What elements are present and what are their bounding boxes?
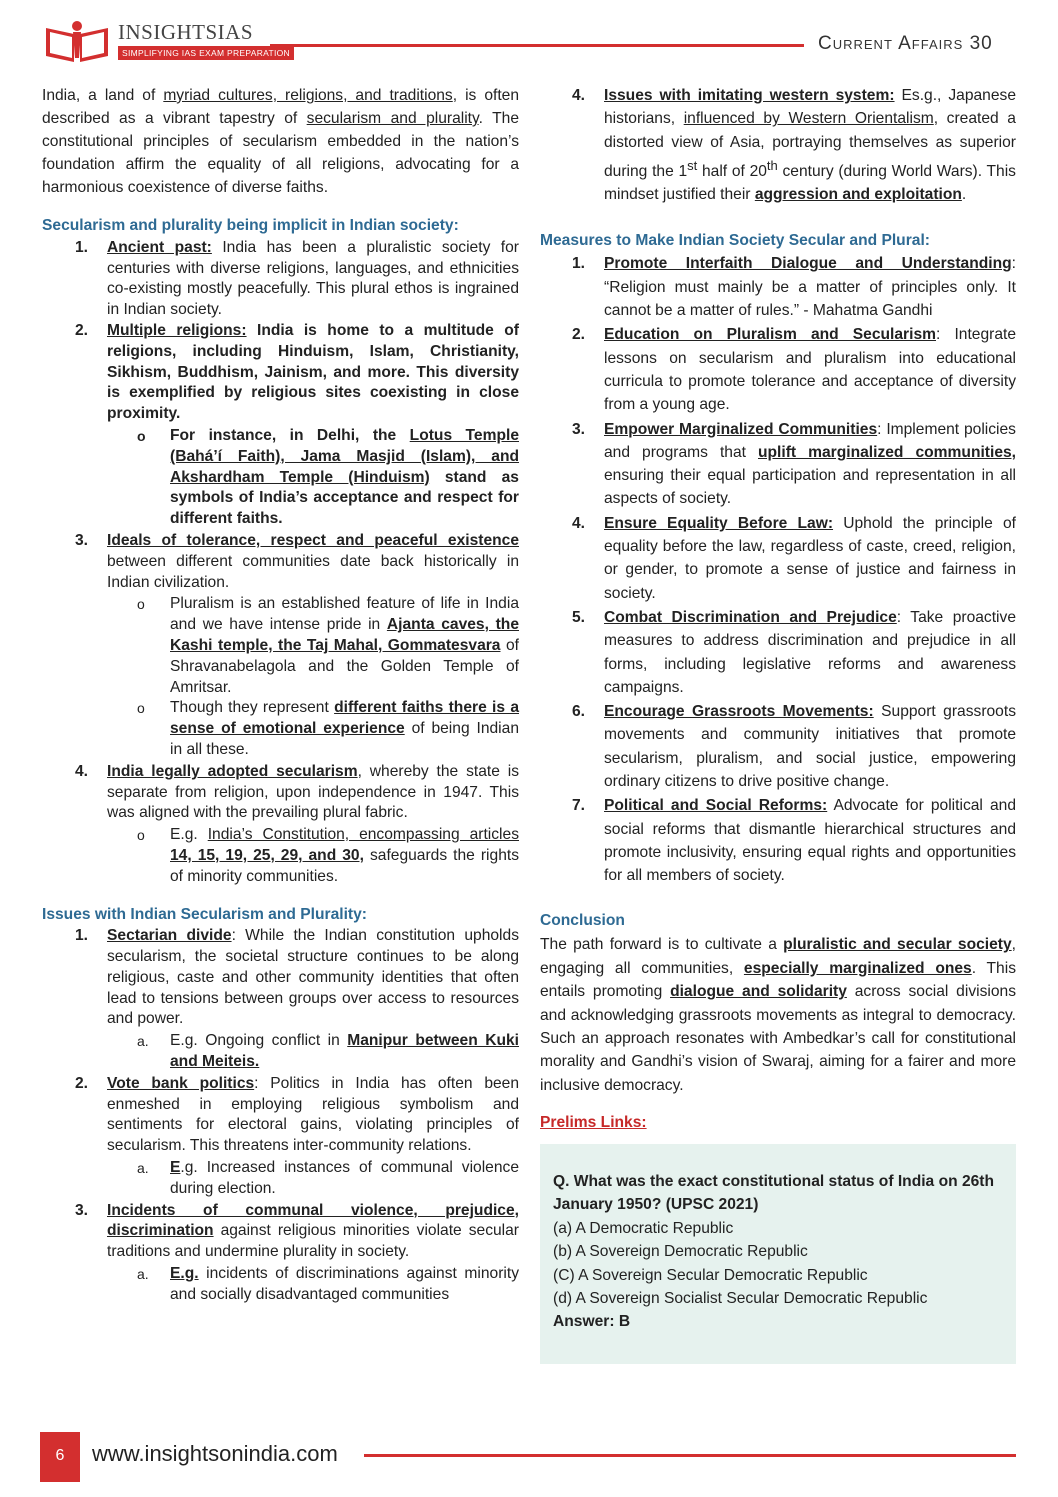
page-number: 6	[40, 1432, 80, 1482]
conclusion-paragraph: The path forward is to cultivate a pluralistic and secular society, engaging all communities, especially marginalized ones. This entails promoting dialogue and solidarity across social divisions and acknowledging grassroots movements as integral to democracy. Such an approach resonates with Ambedkar’s call for constitutional morality and Gandhi’s vision of Swaraj, aiming for a fairer and more inclusive democracy.	[540, 936, 1016, 1094]
sub-list-item: o Though they represent different faiths there is a sense of emotional experience of being Indian in all these.	[137, 699, 519, 758]
sub-list-item: o E.g. India’s Constitution, encompassing articles 14, 15, 19, 25, 29, and 30, safeguards the rights of minority communities.	[137, 826, 519, 885]
left-column	[42, 84, 519, 1307]
option-a: (a) A Democratic Republic	[553, 1219, 734, 1237]
list-item: 4. Issues with imitating western system: Es.g., Japanese historians, influenced by Western Orientalism, created a distorted view of Asia, portraying themselves as superior during the 1st half of 20th century (during World Wars). This mindset justified their aggression and exploitation.	[572, 87, 1016, 204]
list-item: 2. Multiple religions: India is home to a multitude of religions, including Hinduism, Islam, Christianity, Sikhism, Buddhism, Jainism, and more. This diversity is exemplified by religious sites coexisting in close proximity. o For instance, in Delhi, the Lotus Temple (Bahá’í Faith), Jama Masjid (Islam), and Akshardham Temple (Hinduism) stand as symbols of India’s acceptance and respect for different faiths.	[42, 321, 519, 530]
section-title: Current Affairs 30	[818, 33, 993, 54]
list-item: 4. India legally adopted secularism, whereby the state is separate from religion, upon independence in 1947. This was aligned with the prevailing plural fabric. o E.g. India’s Constitution, encompassing articles 14, 15, 19, 25, 29, and 30, safeguards the rights of minority communities.	[42, 762, 519, 888]
sub-list-item: o For instance, in Delhi, the Lotus Temple (Bahá’í Faith), Jama Masjid (Islam), and Akshardham Temple (Hinduism) stand as symbols of India’s acceptance and respect for different faiths.	[137, 426, 519, 528]
list-item: 3. Ideals of tolerance, respect and peaceful existence between different communities date back historically in Indian civilization. o Pluralism is an established feature of life in India and we have intense pride in Ajanta caves, the Kashi temple, the Taj Mahal, Gommatesvara of Shravanabelagola and the Golden Temple of Amritsar. o Though they represent different faiths there is a sense of emotional experience of being Indian in all these.	[42, 531, 519, 761]
heading-measures: Measures to Make Indian Society Secular and Plural:	[540, 231, 930, 249]
intro-paragraph: India, a land of myriad cultures, religions, and traditions, is often described as a vibrant tapestry of secularism and plurality. The constitutional principles of secularism embedded in the nation’s foundation affirm the equality of all religions, advocating for a harmonious coexistence of diverse faiths.	[42, 87, 520, 196]
list-item: 4. Ensure Equality Before Law: Uphold the principle of equality before the law, regardless of caste, creed, religion, or gender, to promote a sense of justice and fairness in society.	[572, 514, 1016, 602]
page-header	[0, 0, 1058, 72]
list-item: 1. Promote Interfaith Dialogue and Understanding: “Religion must mainly be a matter of principles only. It cannot be a matter of rules.” - Mahatma Gandhi	[572, 255, 1016, 320]
logo-name: INSIGHTSIAS	[118, 20, 254, 44]
list-item: 5. Combat Discrimination and Prejudice: Take proactive measures to address discrimination and prejudice in all forms, including legislative reforms and awareness campaigns.	[572, 608, 1016, 696]
measures-list	[540, 252, 1016, 887]
heading-secularism-implicit: Secularism and plurality being implicit in Indian society:	[42, 217, 459, 234]
heading-issues: Issues with Indian Secularism and Plurality:	[42, 905, 367, 923]
question-text: Q. What was the exact constitutional status of India on 26th January 1950? (UPSC 2021)	[553, 1172, 995, 1214]
question-box	[540, 1144, 1016, 1364]
header-divider	[270, 44, 804, 47]
issues-list-continued	[540, 84, 1016, 207]
logo-tagline: SIMPLIFYING IAS EXAM PREPARATION	[118, 46, 294, 60]
list-item: 1. Ancient past: India has been a pluralistic society for centuries with diverse religions, languages, and ethnicities co-existing mostly peacefully. This plural ethos is ingrained in Indian society.	[75, 238, 519, 319]
list-item: 3. Empower Marginalized Communities: Implement policies and programs that uplift marginalized communities, ensuring their equal participation and representation in all aspects of society.	[572, 420, 1017, 508]
right-column	[540, 84, 1016, 1364]
sub-list-item: a. E.g. Ongoing conflict in Manipur between Kuki and Meiteis.	[137, 1032, 519, 1071]
list-item: 6. Encourage Grassroots Movements: Support grassroots movements and community initiatives that promote secularism, pluralism, and social justice, empowering ordinary citizens to drive positive change.	[572, 703, 1016, 790]
website-link[interactable]: www.insightsonindia.com	[92, 1441, 338, 1466]
sub-list-item: a. E.g. Increased instances of communal violence during election.	[137, 1159, 519, 1197]
prelims-links-heading: Prelims Links:	[540, 1114, 647, 1132]
sub-list-item: a. E.g. incidents of discriminations against minority and socially disadvantaged communities	[137, 1265, 519, 1303]
list-item: 2. Vote bank politics: Politics in India has often been enmeshed in employing religious symbolism and sentiments for electoral gains, violating principles of secularism. This threatens inter-community relations. a. E.g. Increased instances of communal violence during election.	[42, 1074, 519, 1200]
insightsias-logo[interactable]	[42, 18, 290, 66]
list-item: 7. Political and Social Reforms: Advocate for political and social reforms that dismantle hierarchical structures and promote inclusivity, ensuring equal rights and opportunities for all members of society.	[572, 797, 1016, 885]
footer-divider	[364, 1454, 1016, 1457]
heading-conclusion: Conclusion	[540, 912, 625, 930]
sub-list-item: o Pluralism is an established feature of life in India and we have intense pride in Ajanta caves, the Kashi temple, the Taj Mahal, Gommatesvara of Shravanabelagola and the Golden Temple of Amritsar.	[137, 595, 519, 696]
issues-list	[42, 926, 519, 1305]
option-c: (C) A Sovereign Secular Democratic Republic	[553, 1266, 868, 1284]
option-b: (b) A Sovereign Democratic Republic	[553, 1243, 808, 1261]
option-d: (d) A Sovereign Socialist Secular Democratic Republic	[553, 1289, 928, 1307]
book-person-logo-icon	[42, 18, 112, 64]
implicit-list	[42, 238, 519, 888]
answer-text: Answer: B	[553, 1313, 631, 1331]
list-item: 2. Education on Pluralism and Secularism: Integrate lessons on secularism and pluralism into educational curricula to promote tolerance and acceptance of diversity from a young age.	[572, 326, 1016, 414]
list-item: 1. Sectarian divide: While the Indian constitution upholds secularism, the societal structure continues to be along religious, caste and other community identities that often lead to tensions between groups over access to resources and power. a. E.g. Ongoing conflict in Manipur between Kuki and Meiteis.	[42, 926, 519, 1073]
page-footer	[0, 1432, 1058, 1482]
list-item: 3. Incidents of communal violence, prejudice, discrimination against religious minorities violate secular traditions and undermine plurality in society. a. E.g. incidents of discriminations against minority and socially disadvantaged communities	[42, 1201, 519, 1306]
